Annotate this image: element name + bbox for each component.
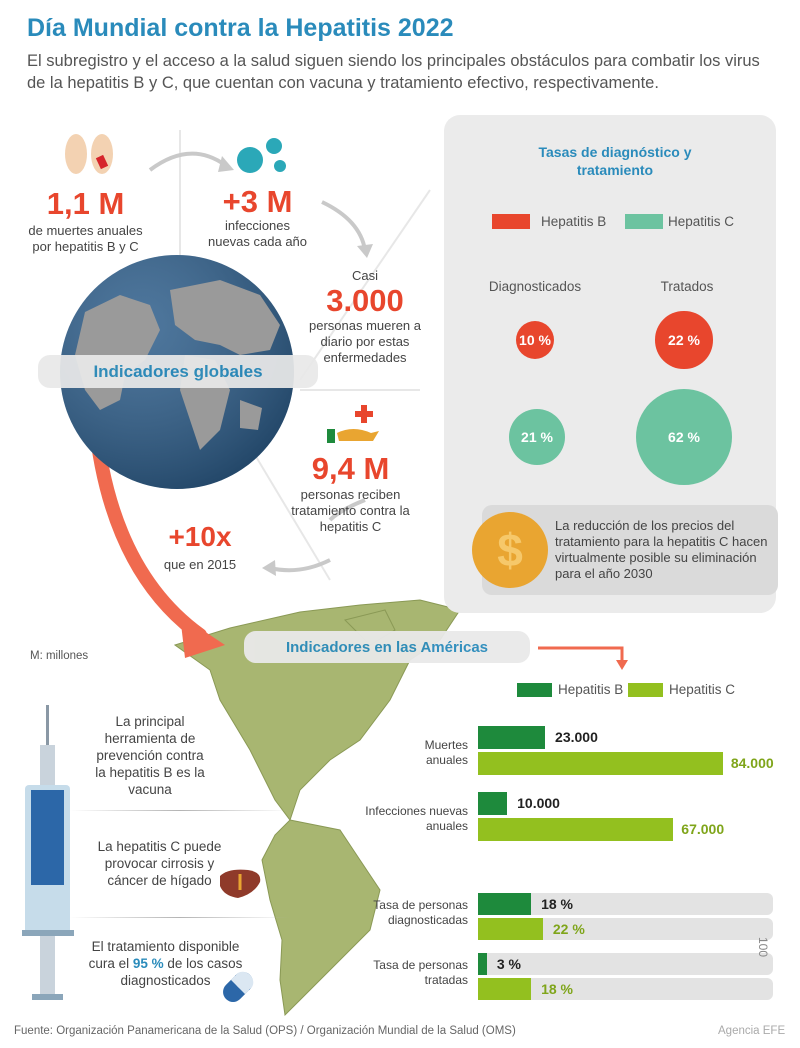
treatment-desc-1: personas reciben (300, 487, 401, 502)
bar-value-hep-c: 67.000 (681, 821, 725, 837)
bar-hep-c (478, 818, 673, 841)
bar-value-hep-b: 23.000 (555, 729, 598, 745)
bar-hep-b (478, 953, 487, 975)
daily-desc-1: personas mueren a (308, 318, 421, 333)
bar-category-label: Tasa de personas diagnosticadas (373, 898, 468, 927)
americas-legend-label-c: Hepatitis C (669, 682, 736, 697)
legend-label-hep-c: Hepatitis C (668, 214, 735, 229)
bar-category-label: Infecciones nuevas anuales (365, 804, 468, 833)
col-diagnosed: Diagnosticados (488, 279, 582, 294)
bar-value-hep-c: 84.000 (730, 755, 774, 771)
agency-credit: Agencia EFE (718, 1025, 786, 1037)
fact-treatment-pre: El tratamiento disponible cura el (88, 939, 240, 971)
rates-panel-title: Tasas de diagnóstico y tratamiento (538, 144, 692, 178)
page-subtitle: El subregistro y el acceso a la salud siguen siendo los principales obstáculos para combatir los virus de la hepatitis B y C, que cuentan con vacuna y tratamiento efectivo, respectivamente. (27, 52, 760, 92)
bar-track-hep-b (478, 953, 773, 975)
circle-treat-hep-b: 22 % (655, 311, 712, 368)
infections-value: +3 M (222, 184, 293, 219)
note-text: La reducción de los precios del tratamiento para la hepatitis C hacen virtualmente posible su eliminación para el año 2030 (555, 518, 768, 581)
bar-hep-c (478, 752, 723, 775)
fact-cirrhosis: La hepatitis C puede provocar cirrosis y cáncer de hígado (97, 839, 222, 888)
treatment-desc-2: tratamiento contra la (291, 503, 410, 518)
daily-value: 3.000 (326, 283, 404, 318)
col-treated: Tratados (660, 279, 714, 294)
americas-legend-label-b: Hepatitis B (558, 682, 624, 697)
treatment-value: 9,4 M (311, 451, 390, 486)
bar-category-label: Muertes anuales (424, 738, 468, 767)
bar-hep-b (478, 792, 507, 815)
growth-value: +10x (168, 521, 232, 552)
bar-value-hep-b: 18 % (541, 896, 574, 912)
dollar-coin-icon: $ (472, 512, 548, 588)
bar-category-label: Tasa de personas tratadas (373, 958, 468, 987)
daily-desc-3: enfermedades (323, 350, 407, 365)
source-footer: Fuente: Organización Panamericana de la Salud (OPS) / Organización Mundial de la Salud (OMS) (14, 1025, 516, 1037)
unit-note: M: millones (30, 650, 89, 662)
bar-value-hep-c: 22 % (552, 921, 585, 937)
fact-treatment-pct: 95 % (132, 956, 164, 971)
bar-hep-b (478, 726, 545, 749)
infections-desc-1: infecciones (224, 218, 291, 233)
deaths-desc-1: de muertes anuales (28, 223, 143, 238)
americas-section-label: Indicadores en las Américas (244, 631, 530, 663)
bar-value-hep-b: 10.000 (517, 795, 560, 811)
bar-hep-c (478, 978, 531, 1000)
deaths-value: 1,1 M (46, 186, 125, 221)
bar-hep-b (478, 893, 531, 915)
treatment-desc-3: hepatitis C (319, 519, 382, 534)
circle-diag-hep-c: 21 % (509, 409, 565, 465)
fact-vaccine: La principal herramienta de prevención contra la hepatitis B es la vacuna (95, 714, 205, 797)
daily-desc-2: diario por estas (320, 334, 410, 349)
legend-label-hep-b: Hepatitis B (541, 214, 607, 229)
infections-desc-2: nuevas cada año (207, 234, 308, 249)
bar-hep-c (478, 918, 543, 940)
circle-treat-hep-c: 62 % (636, 389, 732, 485)
daily-pre: Casi (351, 268, 378, 283)
page-title: Día Mundial contra la Hepatitis 2022 (27, 14, 454, 42)
bar-value-hep-b: 3 % (496, 956, 521, 972)
circle-diag-hep-b: 10 % (516, 321, 555, 360)
growth-desc: que en 2015 (163, 557, 237, 572)
deaths-desc-2: por hepatitis B y C (32, 239, 139, 254)
bar-value-hep-c: 18 % (541, 981, 574, 997)
global-section-label: Indicadores globales (38, 355, 318, 388)
fact-treatment-post: de los casos diagnosticados (120, 956, 243, 988)
percent-scale-label: 100 (756, 937, 770, 958)
